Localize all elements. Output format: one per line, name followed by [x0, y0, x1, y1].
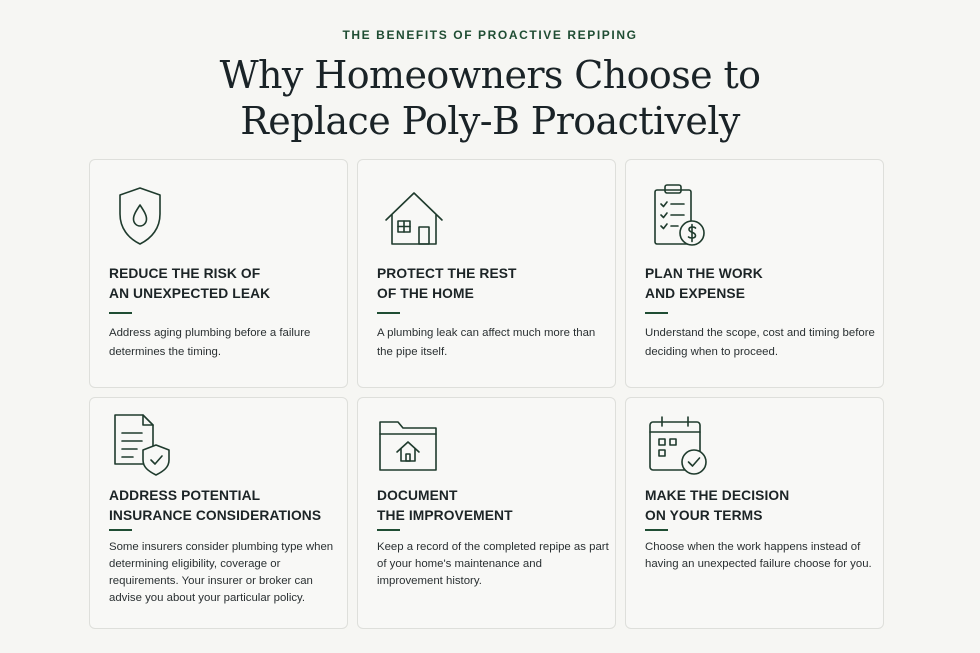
benefit-heading: ADDRESS POTENTIAL INSURANCE CONSIDERATIONS [109, 488, 322, 523]
benefits-grid [89, 159, 886, 629]
title-line-2: Replace Poly-B Proactively [240, 99, 740, 143]
heading-divider [377, 312, 400, 314]
heading-divider [109, 312, 132, 314]
benefit-heading: REDUCE THE RISK OF AN UNEXPECTED LEAK [109, 266, 271, 301]
benefit-card-plan-work [625, 159, 884, 388]
calendar-check-icon [644, 412, 714, 478]
benefit-heading: DOCUMENT THE IMPROVEMENT [377, 488, 513, 523]
title-line-1: Why Homeowners Choose to [219, 53, 761, 97]
benefit-card-reduce-risk [89, 159, 348, 388]
benefit-description: Keep a record of the completed repipe as part of your home's maintenance and improvement history. [377, 541, 609, 587]
benefit-description: Address aging plumbing before a failure determines the timing. [109, 327, 311, 358]
benefit-card-document [357, 397, 616, 629]
shield-drop-icon [108, 182, 178, 248]
heading-divider [377, 529, 400, 531]
house-icon [376, 182, 446, 248]
heading-divider [109, 529, 132, 531]
benefit-heading: PROTECT THE REST OF THE HOME [377, 266, 517, 301]
clipboard-dollar-icon [644, 182, 714, 248]
benefit-description: Understand the scope, cost and timing before deciding when to proceed. [645, 327, 875, 358]
folder-house-icon [376, 412, 446, 478]
benefit-card-insurance [89, 397, 348, 629]
benefit-card-protect-home [357, 159, 616, 388]
document-shield-icon [108, 412, 178, 478]
heading-divider [645, 529, 668, 531]
benefit-description: Choose when the work happens instead of having an unexpected failure choose for you. [645, 541, 872, 570]
benefit-heading: PLAN THE WORK AND EXPENSE [645, 266, 763, 301]
page-title [0, 52, 980, 144]
heading-divider [645, 312, 668, 314]
benefit-description: Some insurers consider plumbing type when determining eligibility, coverage or requirements. Your insurer or broker can advise you about your particular policy. [109, 541, 334, 604]
benefit-heading: MAKE THE DECISION ON YOUR TERMS [645, 488, 790, 523]
benefit-card-decision [625, 397, 884, 629]
eyebrow: THE BENEFITS OF PROACTIVE REPIPING [342, 28, 638, 42]
benefit-description: A plumbing leak can affect much more than the pipe itself. [377, 327, 596, 358]
